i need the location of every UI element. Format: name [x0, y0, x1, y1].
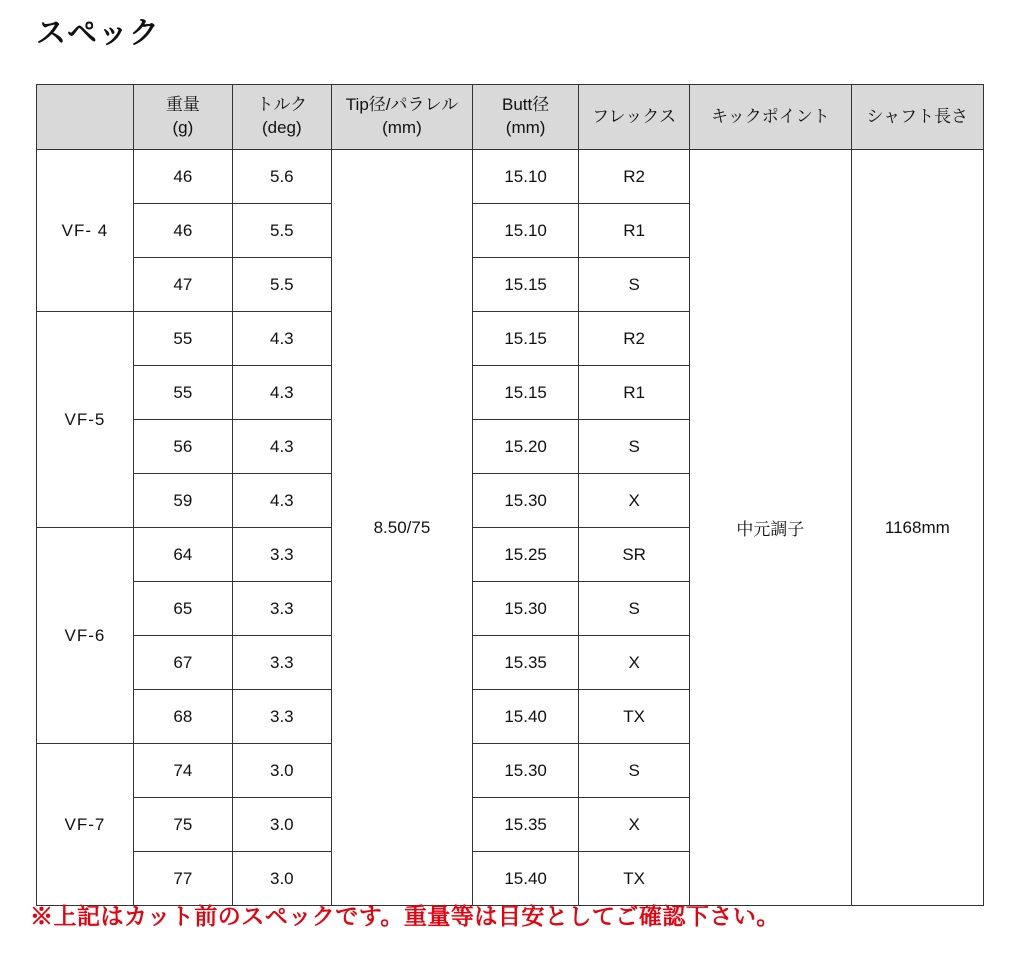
- cell-weight: 47: [133, 258, 232, 312]
- col-header-weight: 重量 (g): [133, 85, 232, 150]
- page-title: スペック: [36, 17, 160, 50]
- cell-weight: 65: [133, 582, 232, 636]
- cell-model: VF-5: [37, 312, 134, 528]
- cell-weight: 67: [133, 636, 232, 690]
- cell-flex: TX: [579, 852, 690, 906]
- cell-weight: 64: [133, 528, 232, 582]
- cell-flex: X: [579, 636, 690, 690]
- cell-weight: 46: [133, 204, 232, 258]
- cell-shaft-length: 1168mm: [851, 150, 983, 906]
- cell-butt-diameter: 15.15: [473, 312, 579, 366]
- cell-flex: S: [579, 258, 690, 312]
- cell-weight: 46: [133, 150, 232, 204]
- cell-torque: 3.3: [232, 636, 331, 690]
- cell-tip-diameter: 8.50/75: [331, 150, 472, 906]
- cell-flex: S: [579, 582, 690, 636]
- col-header-flex: フレックス: [579, 85, 690, 150]
- spec-table: [36, 84, 984, 906]
- cell-flex: TX: [579, 690, 690, 744]
- cell-butt-diameter: 15.25: [473, 528, 579, 582]
- cell-butt-diameter: 15.10: [473, 150, 579, 204]
- cell-weight: 56: [133, 420, 232, 474]
- cell-torque: 3.0: [232, 852, 331, 906]
- cell-model: VF- 4: [37, 150, 134, 312]
- cell-torque: 5.5: [232, 204, 331, 258]
- cell-torque: 4.3: [232, 474, 331, 528]
- cell-butt-diameter: 15.35: [473, 636, 579, 690]
- cell-flex: X: [579, 474, 690, 528]
- table-row: [37, 150, 984, 204]
- cell-butt-diameter: 15.35: [473, 798, 579, 852]
- col-header-tip-diameter: Tip径/パラレル (mm): [331, 85, 472, 150]
- col-header-kick-point: キックポイント: [690, 85, 852, 150]
- cell-torque: 5.5: [232, 258, 331, 312]
- cell-butt-diameter: 15.15: [473, 258, 579, 312]
- cell-torque: 3.3: [232, 528, 331, 582]
- cell-torque: 3.3: [232, 582, 331, 636]
- cell-weight: 68: [133, 690, 232, 744]
- cell-butt-diameter: 15.30: [473, 744, 579, 798]
- cell-flex: R2: [579, 150, 690, 204]
- cell-torque: 3.3: [232, 690, 331, 744]
- cell-flex: SR: [579, 528, 690, 582]
- col-header-torque: トルク (deg): [232, 85, 331, 150]
- cell-torque: 4.3: [232, 420, 331, 474]
- table-body: [37, 150, 984, 906]
- cell-torque: 3.0: [232, 744, 331, 798]
- cell-flex: S: [579, 420, 690, 474]
- cell-butt-diameter: 15.30: [473, 582, 579, 636]
- cell-butt-diameter: 15.30: [473, 474, 579, 528]
- cell-weight: 77: [133, 852, 232, 906]
- cell-model: VF-7: [37, 744, 134, 906]
- cell-flex: R1: [579, 366, 690, 420]
- cell-butt-diameter: 15.10: [473, 204, 579, 258]
- col-header-model: [37, 85, 134, 150]
- cell-torque: 3.0: [232, 798, 331, 852]
- cell-torque: 4.3: [232, 366, 331, 420]
- cell-weight: 75: [133, 798, 232, 852]
- cell-flex: S: [579, 744, 690, 798]
- table-header: [37, 85, 984, 150]
- cell-butt-diameter: 15.40: [473, 852, 579, 906]
- cell-butt-diameter: 15.15: [473, 366, 579, 420]
- cell-torque: 4.3: [232, 312, 331, 366]
- cell-kick-point: 中元調子: [690, 150, 852, 906]
- cell-weight: 55: [133, 366, 232, 420]
- cell-torque: 5.6: [232, 150, 331, 204]
- cell-weight: 74: [133, 744, 232, 798]
- col-header-butt-diameter: Butt径 (mm): [473, 85, 579, 150]
- cell-flex: R2: [579, 312, 690, 366]
- cell-butt-diameter: 15.40: [473, 690, 579, 744]
- cell-weight: 55: [133, 312, 232, 366]
- col-header-shaft-length: シャフト長さ: [851, 85, 983, 150]
- header-row: [37, 85, 984, 150]
- cell-flex: R1: [579, 204, 690, 258]
- cell-butt-diameter: 15.20: [473, 420, 579, 474]
- cell-flex: X: [579, 798, 690, 852]
- cell-model: VF-6: [37, 528, 134, 744]
- footnote: ※上記はカット前のスペックです。重量等は目安としてご確認下さい。: [30, 903, 780, 929]
- cell-weight: 59: [133, 474, 232, 528]
